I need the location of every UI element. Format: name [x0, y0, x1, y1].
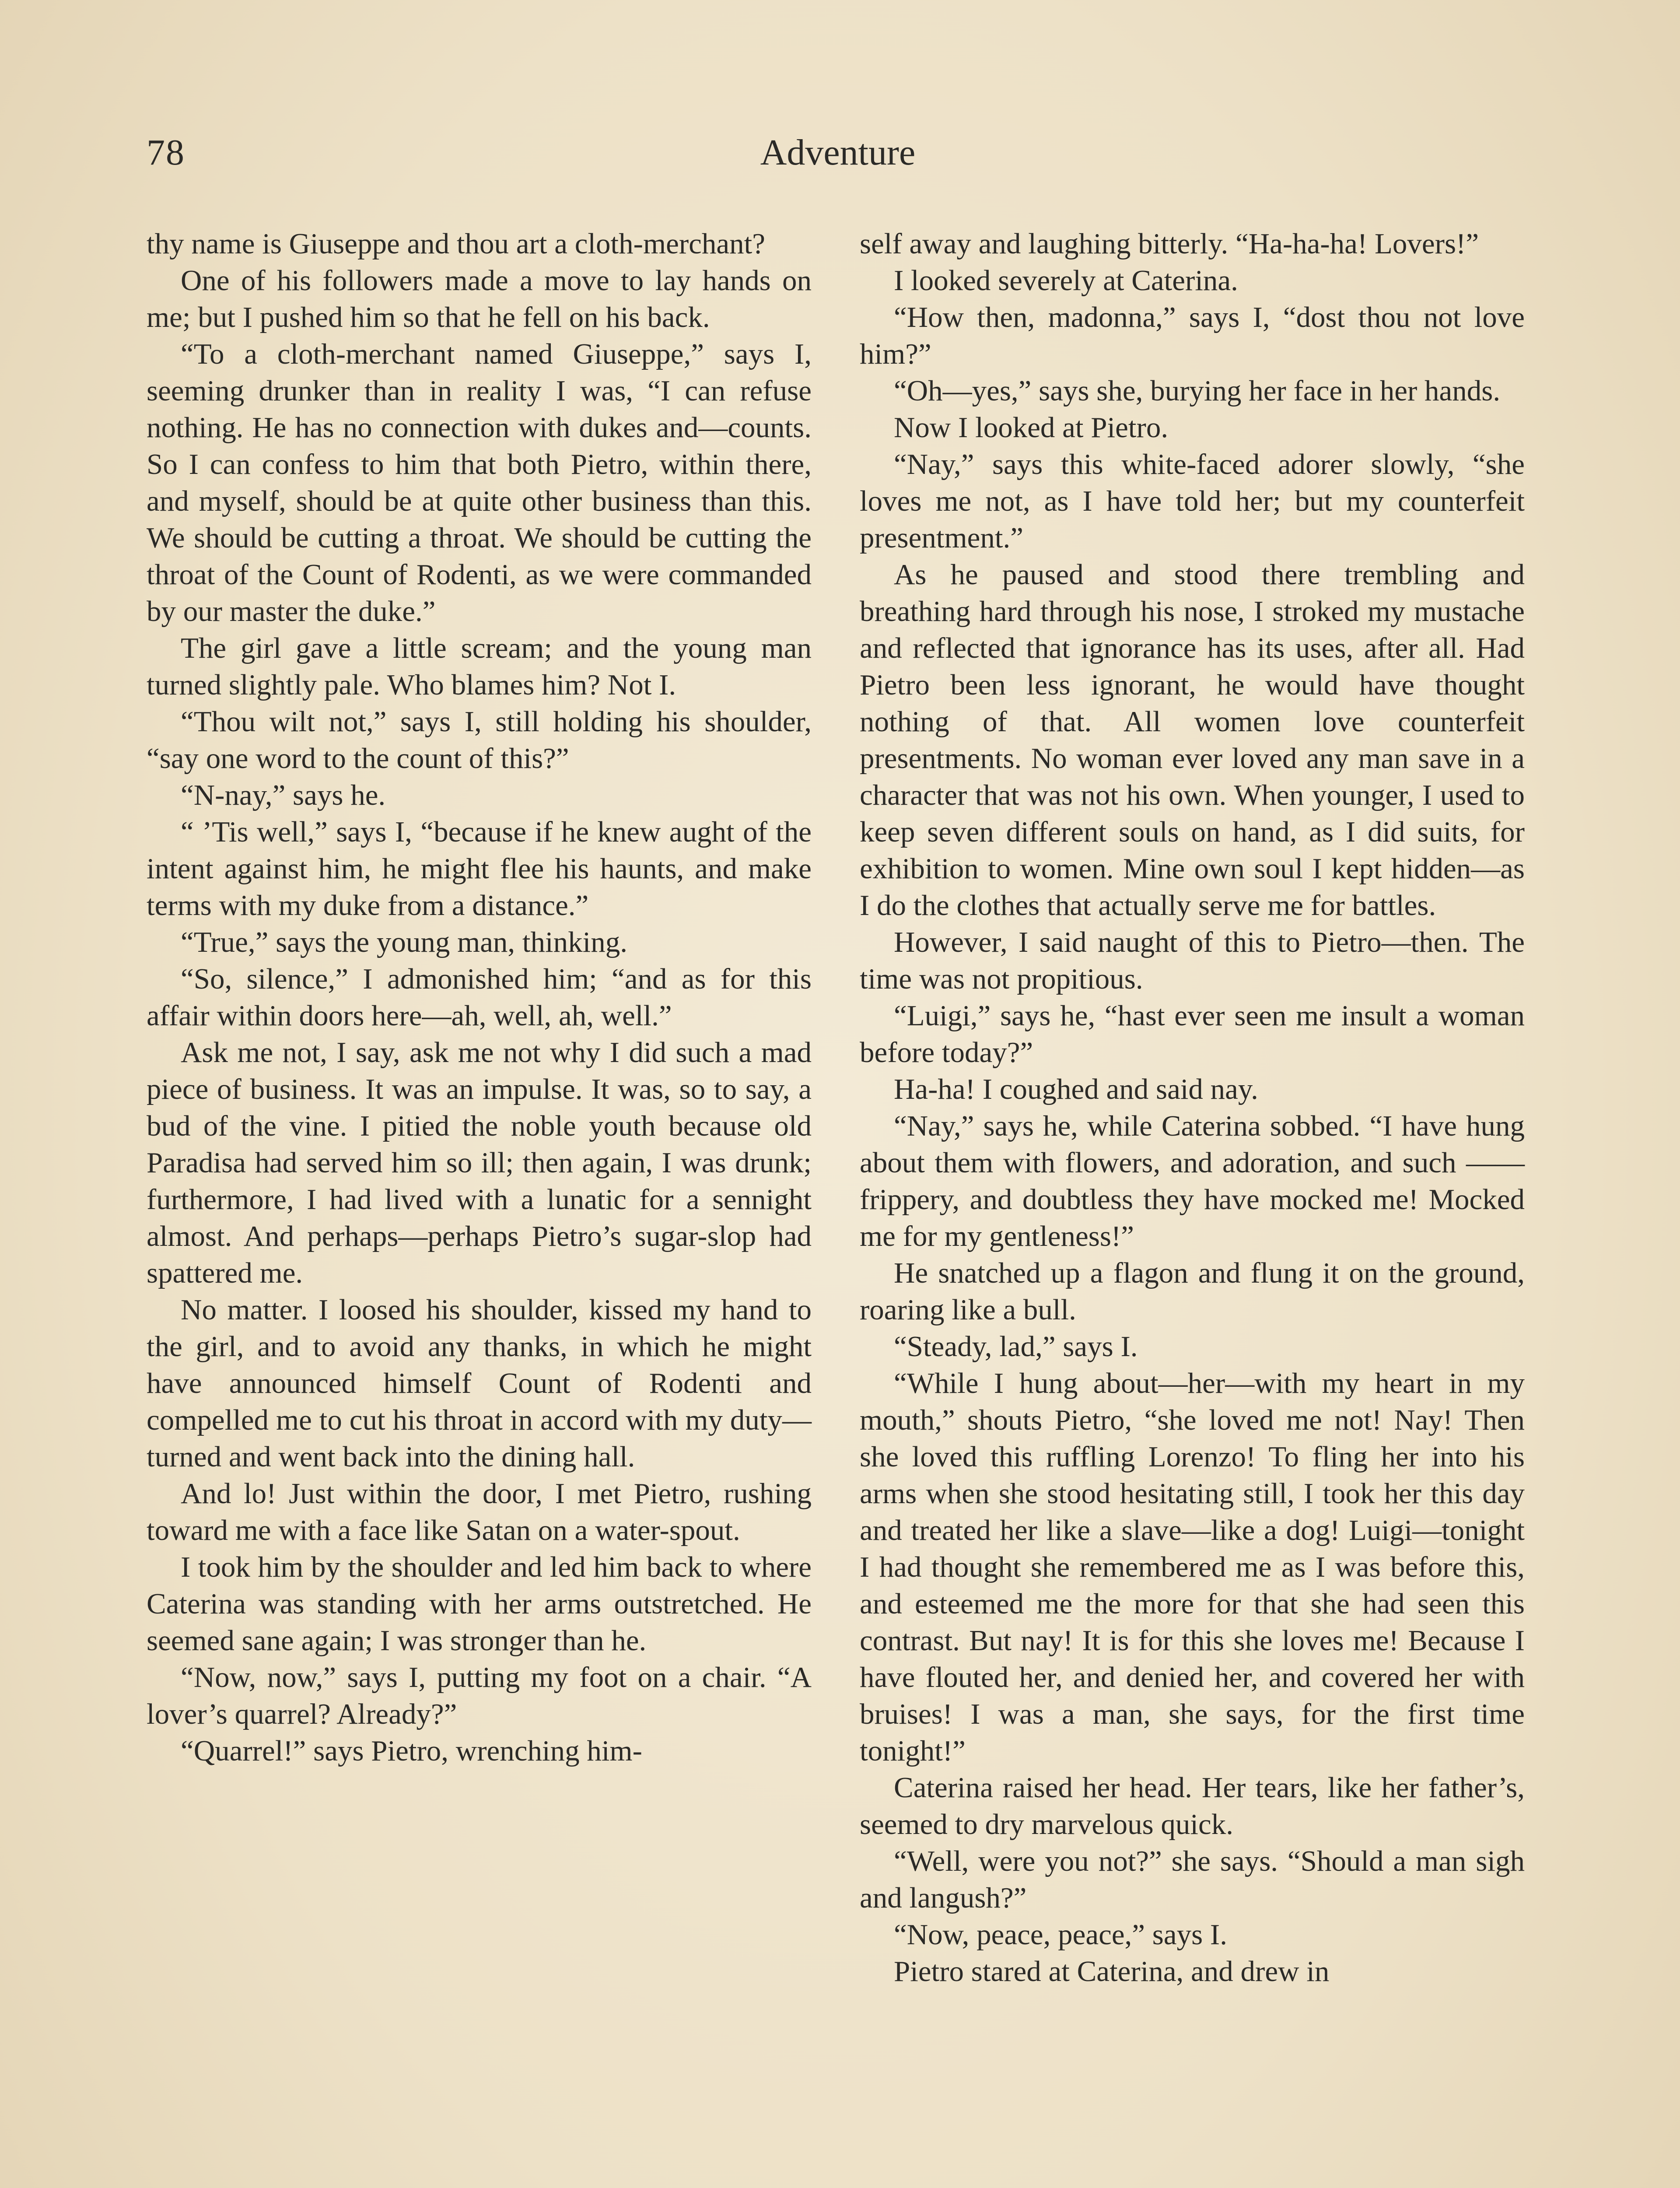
- paragraph: “Now, now,” says I, putting my foot on a chair. “A lover’s quarrel? Already?”: [147, 1661, 812, 1730]
- right-column: [860, 225, 1525, 1990]
- page-number: 78: [147, 132, 185, 173]
- paragraph: “So, silence,” I admonished him; “and as for this affair within doors here—ah, well, ah, well.”: [147, 963, 812, 1032]
- paragraph: Caterina raised her head. Her tears, like her father’s, seemed to dry marvelous quick.: [860, 1771, 1525, 1841]
- paragraph: “While I hung about—her—with my heart in my mouth,” shouts Pietro, “she loved me not! Nay! Then she loved this ruffling Lorenzo! To fling her into his arms when she stood hesitating still, I took her this day and treated her like a slave—like a dog! Luigi—tonight I had thought she remembered me as I was before this, and esteemed me the more for that she had seen this contrast. But nay! It is for this she loves me! Because I have flouted her, and denied her, and covered her with bruises! I was a man, she says, for the first time tonight!”: [860, 1367, 1525, 1767]
- paragraph: “Well, were you not?” she says. “Should a man sigh and langush?”: [860, 1845, 1525, 1914]
- paragraph: “Nay,” says he, while Caterina sobbed. “I have hung about them with flowers, and adoration, and such —— frippery, and doubtless they have mocked me! Mocked me for my gentleness!”: [860, 1110, 1525, 1252]
- left-column: [147, 225, 812, 1769]
- paragraph: “Thou wilt not,” says I, still holding his shoulder, “say one word to the count of this?”: [147, 705, 812, 775]
- paragraph: However, I said naught of this to Pietro—then. The time was not propitious.: [860, 926, 1525, 995]
- paragraph: “True,” says the young man, thinking.: [181, 926, 628, 958]
- running-title: Adventure: [760, 132, 916, 173]
- paragraph: He snatched up a flagon and flung it on the ground, roaring like a bull.: [860, 1257, 1525, 1326]
- paragraph: And lo! Just within the door, I met Pietro, rushing toward me with a face like Satan on a water-spout.: [147, 1477, 812, 1546]
- paragraph: One of his followers made a move to lay hands on me; but I pushed him so that he fell on his back.: [147, 264, 812, 333]
- paragraph: “ ’Tis well,” says I, “because if he knew aught of the intent against him, he might flee his haunts, and make terms with my duke from a distance.”: [147, 816, 812, 922]
- paragraph: “Quarrel!” says Pietro, wrenching him-: [181, 1735, 642, 1767]
- paragraph: The girl gave a little scream; and the young man turned slightly pale. Who blames him? Not I.: [147, 632, 812, 701]
- paragraph: No matter. I loosed his shoulder, kissed my hand to the girl, and to avoid any thanks, in which he might have announced himself Count of Rodenti and compelled me to cut his throat in accord with my duty—turned and went back into the dining hall.: [147, 1294, 812, 1473]
- paragraph: “To a cloth-merchant named Giuseppe,” says I, seeming drunker than in reality I was, “I can refuse nothing. He has no connection with dukes and—counts. So I can confess to him that both Pietro, within there, and myself, should be at quite other business than this. We should be cutting a throat. We should be cutting the throat of the Count of Rodenti, as we were commanded by our master the duke.”: [147, 338, 812, 628]
- paragraph: Ha-ha! I coughed and said nay.: [894, 1073, 1258, 1105]
- paragraph: “Oh—yes,” says she, burying her face in her hands.: [894, 375, 1501, 407]
- paragraph: Now I looked at Pietro.: [894, 411, 1169, 444]
- paragraph: I looked severely at Caterina.: [894, 264, 1238, 297]
- paragraph: “Steady, lad,” says I.: [894, 1330, 1138, 1363]
- paragraph: “How then, madonna,” says I, “dost thou not love him?”: [860, 301, 1525, 370]
- paragraph: As he paused and stood there trembling and breathing hard through his nose, I stroked my mustache and reflected that ignorance has its uses, after all. Had Pietro been less ignorant, he would have thought nothing of that. All women love counterfeit presentments. No woman ever loved any man save in a character that was not his own. When younger, I used to keep seven different souls on hand, as I did suits, for exhibition to women. Mine own soul I kept hidden—as I do the clothes that actually serve me for battles.: [860, 558, 1525, 922]
- paragraph: I took him by the shoulder and led him back to where Caterina was standing with her arms outstretched. He seemed sane again; I was stronger than he.: [147, 1551, 812, 1657]
- paragraph: Ask me not, I say, ask me not why I did such a mad piece of business. It was an impulse. It was, so to say, a bud of the vine. I pitied the noble youth because old Paradisa had served him so ill; then again, I was drunk; furthermore, I had lived with a lunatic for a sennight almost. And perhaps—perhaps Pietro’s sugar-slop had spattered me.: [147, 1036, 812, 1289]
- paragraph: “Luigi,” says he, “hast ever seen me insult a woman before today?”: [860, 999, 1525, 1069]
- paragraph: thy name is Giuseppe and thou art a cloth-merchant?: [147, 228, 765, 260]
- paragraph: “Nay,” says this white-faced adorer slowly, “she loves me not, as I have told her; but my counterfeit presentment.”: [860, 448, 1525, 554]
- page-header: [147, 131, 1529, 188]
- paragraph: Pietro stared at Caterina, and drew in: [894, 1955, 1330, 1988]
- paragraph: self away and laughing bitterly. “Ha-ha-ha! Lovers!”: [860, 228, 1479, 260]
- paragraph: “Now, peace, peace,” says I.: [894, 1918, 1227, 1951]
- paragraph: “N-nay,” says he.: [181, 779, 386, 811]
